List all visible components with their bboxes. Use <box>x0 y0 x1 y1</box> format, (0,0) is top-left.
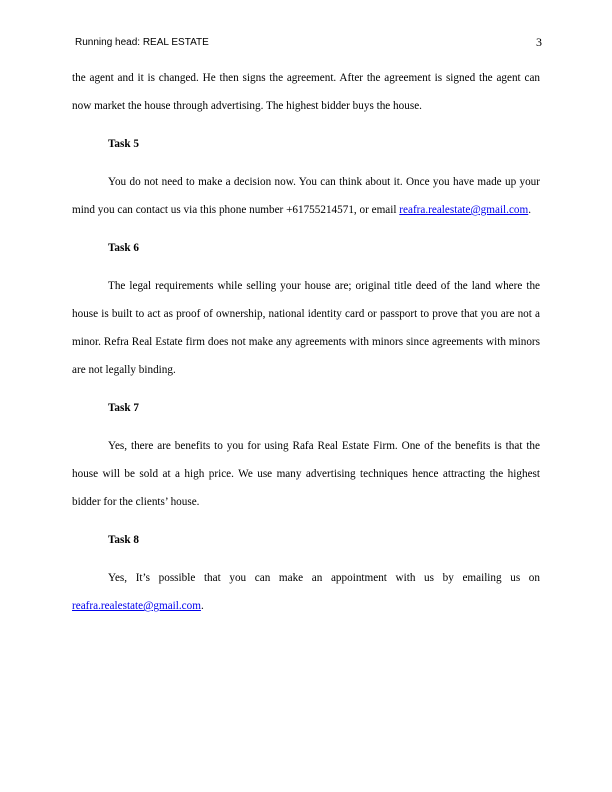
task7-paragraph: Yes, there are benefits to you for using Rafa Real Estate Firm. One of the benefits is that the house will be sold at a high price. We use many advertising techniques hence attracting the highest bidder for the clients’ house. <box>72 440 540 508</box>
task5-paragraph <box>72 168 540 224</box>
task8-end: . <box>200 600 204 612</box>
task5-end: . <box>528 204 532 216</box>
task8-text: Yes, It’s possible that you can make an appointment with us by emailing us on <box>108 572 540 584</box>
task5-text: You do not need to make a decision now. You can think about it. Once you have made up your mind you can contact us via this phone number +61755214571, or email <box>72 176 540 216</box>
running-head: Running head: REAL ESTATE <box>75 37 209 48</box>
task8-email-link[interactable]: reafra.realestate@gmail.com <box>72 600 201 612</box>
intro-paragraph: the agent and it is changed. He then signs the agreement. After the agreement is signed the agent can now market the house through advertising. The highest bidder buys the house. <box>72 72 540 112</box>
task5-heading: Task 5 <box>108 138 139 150</box>
task6-paragraph: The legal requirements while selling your house are; original title deed of the land where the house is built to act as proof of ownership, national identity card or passport to prove that you are not a minor. Refra Real Estate firm does not make any agreements with minors since agreements with minors are not legally binding. <box>72 280 540 376</box>
document-body <box>72 64 540 620</box>
task7-heading: Task 7 <box>108 402 139 414</box>
task8-paragraph <box>72 564 540 620</box>
task5-email-link[interactable]: reafra.realestate@gmail.com <box>399 204 529 216</box>
task6-heading: Task 6 <box>108 242 139 254</box>
page-number: 3 <box>536 35 542 49</box>
task8-heading: Task 8 <box>108 534 139 546</box>
